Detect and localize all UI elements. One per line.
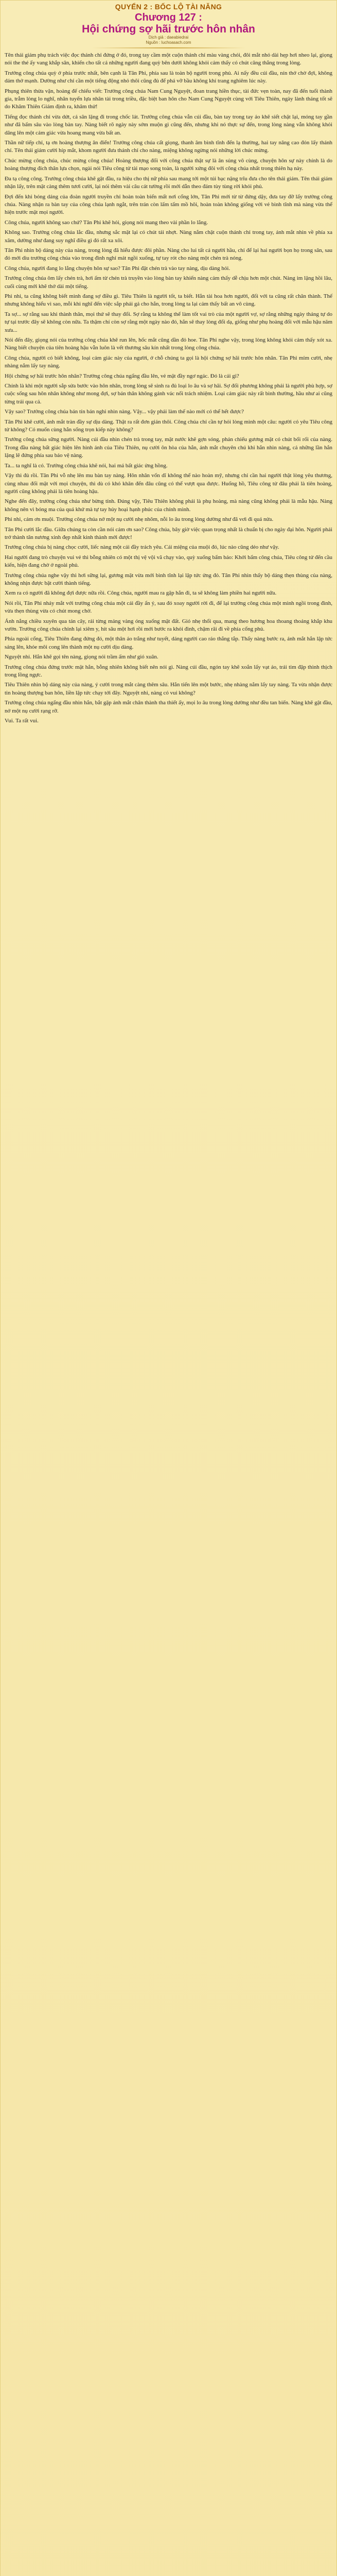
- paragraph: Tiêu Thiên nhìn bộ dáng này của nàng, ý cười trong mắt càng thêm sâu. Hắn tiến lên một bước, nhẹ nhàng nắm lấy tay nàng. Ta vừa nhận được tin hoàng thượng ban hôn, liền lập tức chạy tới đây. Nguyệt nhi, nàng có vui không?: [5, 682, 332, 696]
- paragraph: Đa tạ công công. Trưởng công chúa khẽ gật đầu, ra hiệu cho thị nữ phía sau mang tới một túi bạc nặng trĩu đưa cho tên thái giám. Tên thái giám nhận lấy, trên mặt càng thêm tươi cười, lại nói thêm vài câu cát tường rồi mới dẫn theo đám tùy tùng rời khỏi phủ.: [5, 175, 332, 190]
- paragraph: Phía ngoài cổng, Tiêu Thiên đang đứng đó, một thân áo trắng như tuyết, dáng người cao ráo thẳng tắp. Thấy nàng bước ra, ánh mắt hắn lập tức sáng lên, khóe môi cong lên thành một nụ cười dịu dàng.: [5, 636, 332, 650]
- chapter-number: Chương 127 :: [135, 12, 202, 23]
- paragraph: Tân Phi nhìn bộ dáng này của nàng, trong lòng đã hiểu được đôi phần. Nàng cho lui tất cả người hầu, chỉ để lại hai người bọn họ trong sân, sau đó mới dìu trưởng công chúa vào trong đình nghỉ mát ngồi xuống, tự tay rót cho nàng một chén trà nóng.: [5, 247, 332, 262]
- paragraph: Phi nhi, ta cũng không biết mình đang sợ điều gì. Tiêu Thiên là người tốt, ta biết. Hắn tài hoa hơn người, đối với ta cũng rất chân thành. Thế nhưng không hiểu vì sao, mỗi khi nghĩ đến việc sắp phải gả cho hắn, trong lòng ta lại cảm thấy bất an vô cùng.: [5, 293, 332, 308]
- paragraph: Nói đến đây, giọng nói của trưởng công chúa khẽ run lên, hốc mắt cũng dần đỏ hoe. Tân Phi nghe vậy, trong lòng không khỏi cảm thấy xót xa. Nàng biết chuyện của tiên hoàng hậu vẫn luôn là vết thương sâu kín nhất trong lòng công chúa.: [5, 337, 332, 351]
- translator-credit: Dịch giả : daeabiedrai: [148, 35, 189, 40]
- paragraph: Trưởng công chúa ngẩng đầu nhìn hắn, bắt gặp ánh mắt chân thành tha thiết ấy, mọi lo âu trong lòng dường như đều tan biến. Nàng khẽ gật đầu, nở một nụ cười rạng rỡ.: [5, 700, 332, 714]
- paragraph: Chúc mừng công chúa, chúc mừng công chúa! Hoàng thượng đối với công chúa thật sự là ân sủng vô cùng, chuyện hôn sự này chính là do hoàng thượng đích thân lựa chọn, ngài nói Tiêu công tử tài mạo song toàn, là người xứng đôi với công chúa nhất trong thiên hạ này.: [5, 157, 332, 172]
- paragraph: Đợi đến khi bóng dáng của đoàn người truyền chỉ hoàn toàn biến mất nơi cổng lớn, Tân Phi mới từ từ đứng dậy, đưa tay đỡ lấy trưởng công chúa. Nàng nhận ra bàn tay của công chúa lạnh ngắt, trên trán còn lấm tấm mồ hôi, hoàn toàn không giống với vẻ bình tĩnh mà nàng vừa thể hiện trước mặt mọi người.: [5, 193, 332, 216]
- paragraph: Trưởng công chúa quỳ ở phía trước nhất, bên cạnh là Tân Phi, phía sau là toàn bộ người trong phủ. Ai nấy đều cúi đầu, nín thở chờ đợi, không dám thở mạnh. Dường như chỉ cần một tiếng động nhỏ thôi cũng đủ để phá vỡ bầu không khí trang nghiêm lúc này.: [5, 70, 332, 84]
- paragraph: Trưởng công chúa đứng trước mặt hắn, bỗng nhiên không biết nên nói gì. Nàng cúi đầu, ngón tay khẽ xoắn lấy vạt áo, trái tim đập thình thịch trong lồng ngực.: [5, 664, 332, 679]
- paragraph: Tân Phi khẽ cười, ánh mắt tràn đầy sự dịu dàng. Thật ra rất đơn giản thôi. Công chúa chỉ cần tự hỏi lòng mình một câu: người có yêu Tiêu công tử không? Có muốn cùng hắn sống trọn kiếp này không?: [5, 418, 332, 433]
- chapter-body: [1, 48, 336, 725]
- paragraph: Hai người đang trò chuyện vui vẻ thì bỗng nhiên có một thị vệ vội vã chạy vào, quỳ xuống bẩm báo: Khởi bẩm công chúa, Tiêu công tử đến cầu kiến, hiện đang chờ ở ngoài phủ.: [5, 554, 332, 569]
- paragraph: Công chúa, người có biết không, loại cảm giác này của người, ở chỗ chúng ta gọi là hội chứng sợ hãi trước hôn nhân. Tân Phi mỉm cười, nhẹ nhàng nắm lấy tay nàng.: [5, 354, 332, 369]
- paragraph: Tân Phi cười lắc đầu. Giữa chúng ta còn cần nói cảm ơn sao? Công chúa, bây giờ việc quan trọng nhất là chuẩn bị cho ngày đại hôn. Người phải trở thành tân nương xinh đẹp nhất kinh thành mới được!: [5, 526, 332, 540]
- paragraph: Ta sợ... sợ rằng sau khi thành thân, mọi thứ sẽ thay đổi. Sợ rằng ta không thể làm tốt vai trò của một người vợ, sợ rằng những ngày tháng tự do tự tại trước đây sẽ không còn nữa. Ta thậm chí còn sợ rằng một ngày nào đó, hắn sẽ thay lòng đổi dạ, giống như phụ hoàng đối với mẫu hậu năm xưa...: [5, 311, 332, 333]
- paragraph: Tiếng đọc thánh chỉ vừa dứt, cả sân lặng đi trong chốc lát. Trưởng công chúa vẫn cúi đầu, bàn tay trong tay áo khẽ siết chặt lại, móng tay gần như đã bấm sâu vào lòng bàn tay. Nàng biết rõ ngày này sớm muộn gì cũng đến, nhưng khi nó thực sự đến, trong lòng nàng vẫn không khỏi dâng lên một cảm giác vừa hoang mang vừa bất an.: [5, 113, 332, 136]
- paragraph: Nói rồi, Tân Phi nháy mắt với trưởng công chúa một cái đầy ẩn ý, sau đó xoay người rời đi, để lại trưởng công chúa một mình ngồi trong đình, vừa thẹn thùng vừa có chút mong chờ.: [5, 600, 332, 615]
- paragraph: Tên thái giám phụ trách việc đọc thánh chỉ đứng ở đó, trong tay cầm một cuộn thánh chỉ màu vàng chói, đôi mắt nhỏ dài hẹp hơi nheo lại, giọng nói the thé ấy vang khắp sân, khiến cho tất cả những người đang quỳ bên dưới không khỏi cảm thấy có chút căng thẳng trong lòng.: [5, 52, 332, 66]
- paragraph: Vui. Ta rất vui.: [5, 718, 39, 724]
- chapter-title: Hội chứng sợ hãi trước hôn nhân: [82, 23, 255, 35]
- paragraph: Hội chứng sợ hãi trước hôn nhân? Trưởng công chúa ngẩng đầu lên, vẻ mặt đầy ngơ ngác. Đó là cái gì?: [5, 372, 239, 379]
- paragraph: Ánh nắng chiều xuyên qua tán cây, rải từng mảng vàng óng xuống mặt đất. Gió nhẹ thổi qua, mang theo hương hoa thoang thoảng khắp khu vườn. Trưởng công chúa chỉnh lại xiêm y, hít sâu một hơi rồi mới bước ra khỏi đình, chậm rãi đi về phía cổng phủ.: [5, 618, 332, 632]
- paragraph: Vậy thì đủ rồi. Tân Phi vỗ nhẹ lên mu bàn tay nàng. Hôn nhân vốn dĩ không thể nào hoàn mỹ, nhưng chỉ cần hai người thật lòng yêu thương, cùng nhau đối mặt với mọi chuyện, thì dù có khó khăn đến đâu cũng có thể vượt qua được. Huống hồ, Tiêu công tử đâu phải là tiên hoàng, người cũng không phải là tiên hoàng hậu.: [5, 472, 332, 495]
- paragraph: Chính là khi một người sắp sửa bước vào hôn nhân, trong lòng sẽ sinh ra đủ loại lo âu và sợ hãi. Sợ đối phương không phải là người phù hợp, sợ cuộc sống sau hôn nhân không như mong đợi, sợ bản thân không gánh vác nổi trách nhiệm. Loại cảm giác này rất bình thường, hầu như ai cũng từng trải qua cả.: [5, 383, 332, 405]
- paragraph: Nghe đến đây, trưởng công chúa như bừng tỉnh. Đúng vậy, Tiêu Thiên không phải là phụ hoàng, mà nàng cũng không phải là mẫu hậu. Nàng không nên vì bóng ma của quá khứ mà tự tay hủy hoại hạnh phúc của chính mình.: [5, 498, 332, 513]
- volume-title: QUYỂN 2 : BỐC LỘ TÀI NĂNG: [115, 3, 222, 11]
- paragraph: Trưởng công chúa sững người. Nàng cúi đầu nhìn chén trà trong tay, mặt nước khẽ gợn sóng, phản chiếu gương mặt có chút bối rối của nàng. Trong đầu nàng bất giác hiện lên hình ảnh của Tiêu Thiên, nụ cười ôn hòa của hắn, ánh mắt chuyên chú khi hắn nhìn nàng, cả những lần hắn lặng lẽ đứng phía sau bảo vệ nàng.: [5, 436, 332, 459]
- paragraph: Trưởng công chúa ôm lấy chén trà, hơi ấm từ chén trà truyền vào lòng bàn tay khiến nàng cảm thấy dễ chịu hơn một chút. Nàng im lặng hồi lâu, cuối cùng mới khẽ thở dài một tiếng.: [5, 275, 332, 290]
- chapter-header: [1, 1, 336, 48]
- paragraph: Xem ra có người đã không đợi được nữa rồi. Công chúa, người mau ra gặp hắn đi, ta sẽ không làm phiền hai người nữa.: [5, 590, 277, 597]
- paragraph: Công chúa, người đang lo lắng chuyện hôn sự sao? Tân Phi đặt chén trà vào tay nàng, dịu dàng hỏi.: [5, 265, 230, 272]
- source-credit: Nguồn : luchoasach.com: [146, 40, 191, 45]
- paragraph: Phụng thiên thừa vận, hoàng đế chiếu viết: Trưởng công chúa Nam Cung Nguyệt, đoan trang hiền thục, tài đức vẹn toàn, nay đã đến tuổi thành gia, trẫm lòng lo nghĩ, nhân tuyển lựa nhân tài trong triều, đặc biệt ban hôn cho Nam Cung Nguyệt cùng với Tiêu Thiên, ngày lành tháng tốt sẽ do Khâm Thiên Giám định ra, khâm thử!: [5, 88, 332, 110]
- paragraph: Thần nữ tiếp chỉ, tạ ơn hoàng thượng ân điển! Trưởng công chúa cất giọng, thanh âm bình tĩnh đến lạ thường, hai tay nâng cao đón lấy thánh chỉ. Tên thái giám cười híp mắt, khom người đưa thánh chỉ cho nàng, miệng không ngừng nói những lời chúc mừng.: [5, 140, 332, 154]
- paragraph: Nguyệt nhi. Hắn khẽ gọi tên nàng, giọng nói trầm ấm như gió xuân.: [5, 654, 158, 660]
- paragraph: Phi nhi, cảm ơn muội. Trưởng công chúa nở một nụ cười nhẹ nhõm, nỗi lo âu trong lòng dường như đã vơi đi quá nửa.: [5, 516, 274, 523]
- paragraph: Trưởng công chúa nghe vậy thì hơi sững lại, gương mặt vừa mới bình tĩnh lại lập tức ửng đỏ. Tân Phi nhìn thấy bộ dáng thẹn thùng của nàng, không nhịn được bật cười thành tiếng.: [5, 572, 332, 586]
- paragraph: Ta... ta nghĩ là có. Trưởng công chúa khẽ nói, hai má bất giác ửng hồng.: [5, 462, 168, 469]
- paragraph: Vậy sao? Trưởng công chúa bán tín bán nghi nhìn nàng. Vậy... vậy phải làm thế nào mới có thể hết được?: [5, 409, 244, 415]
- paragraph: Không sao. Trưởng công chúa lắc đầu, nhưng sắc mặt lại có chút tái nhợt. Nàng nắm chặt cuộn thánh chỉ trong tay, ánh mắt nhìn về phía xa xăm, dường như đang suy nghĩ điều gì đó rất xa xôi.: [5, 229, 332, 244]
- paragraph: Công chúa, người không sao chứ? Tân Phi khẽ hỏi, giọng nói mang theo vài phần lo lắng.: [5, 219, 208, 226]
- paragraph: Trưởng công chúa bị nàng chọc cười, liếc nàng một cái đầy trách yêu. Cái miệng của muội đó, lúc nào cũng dẻo như vậy.: [5, 544, 279, 551]
